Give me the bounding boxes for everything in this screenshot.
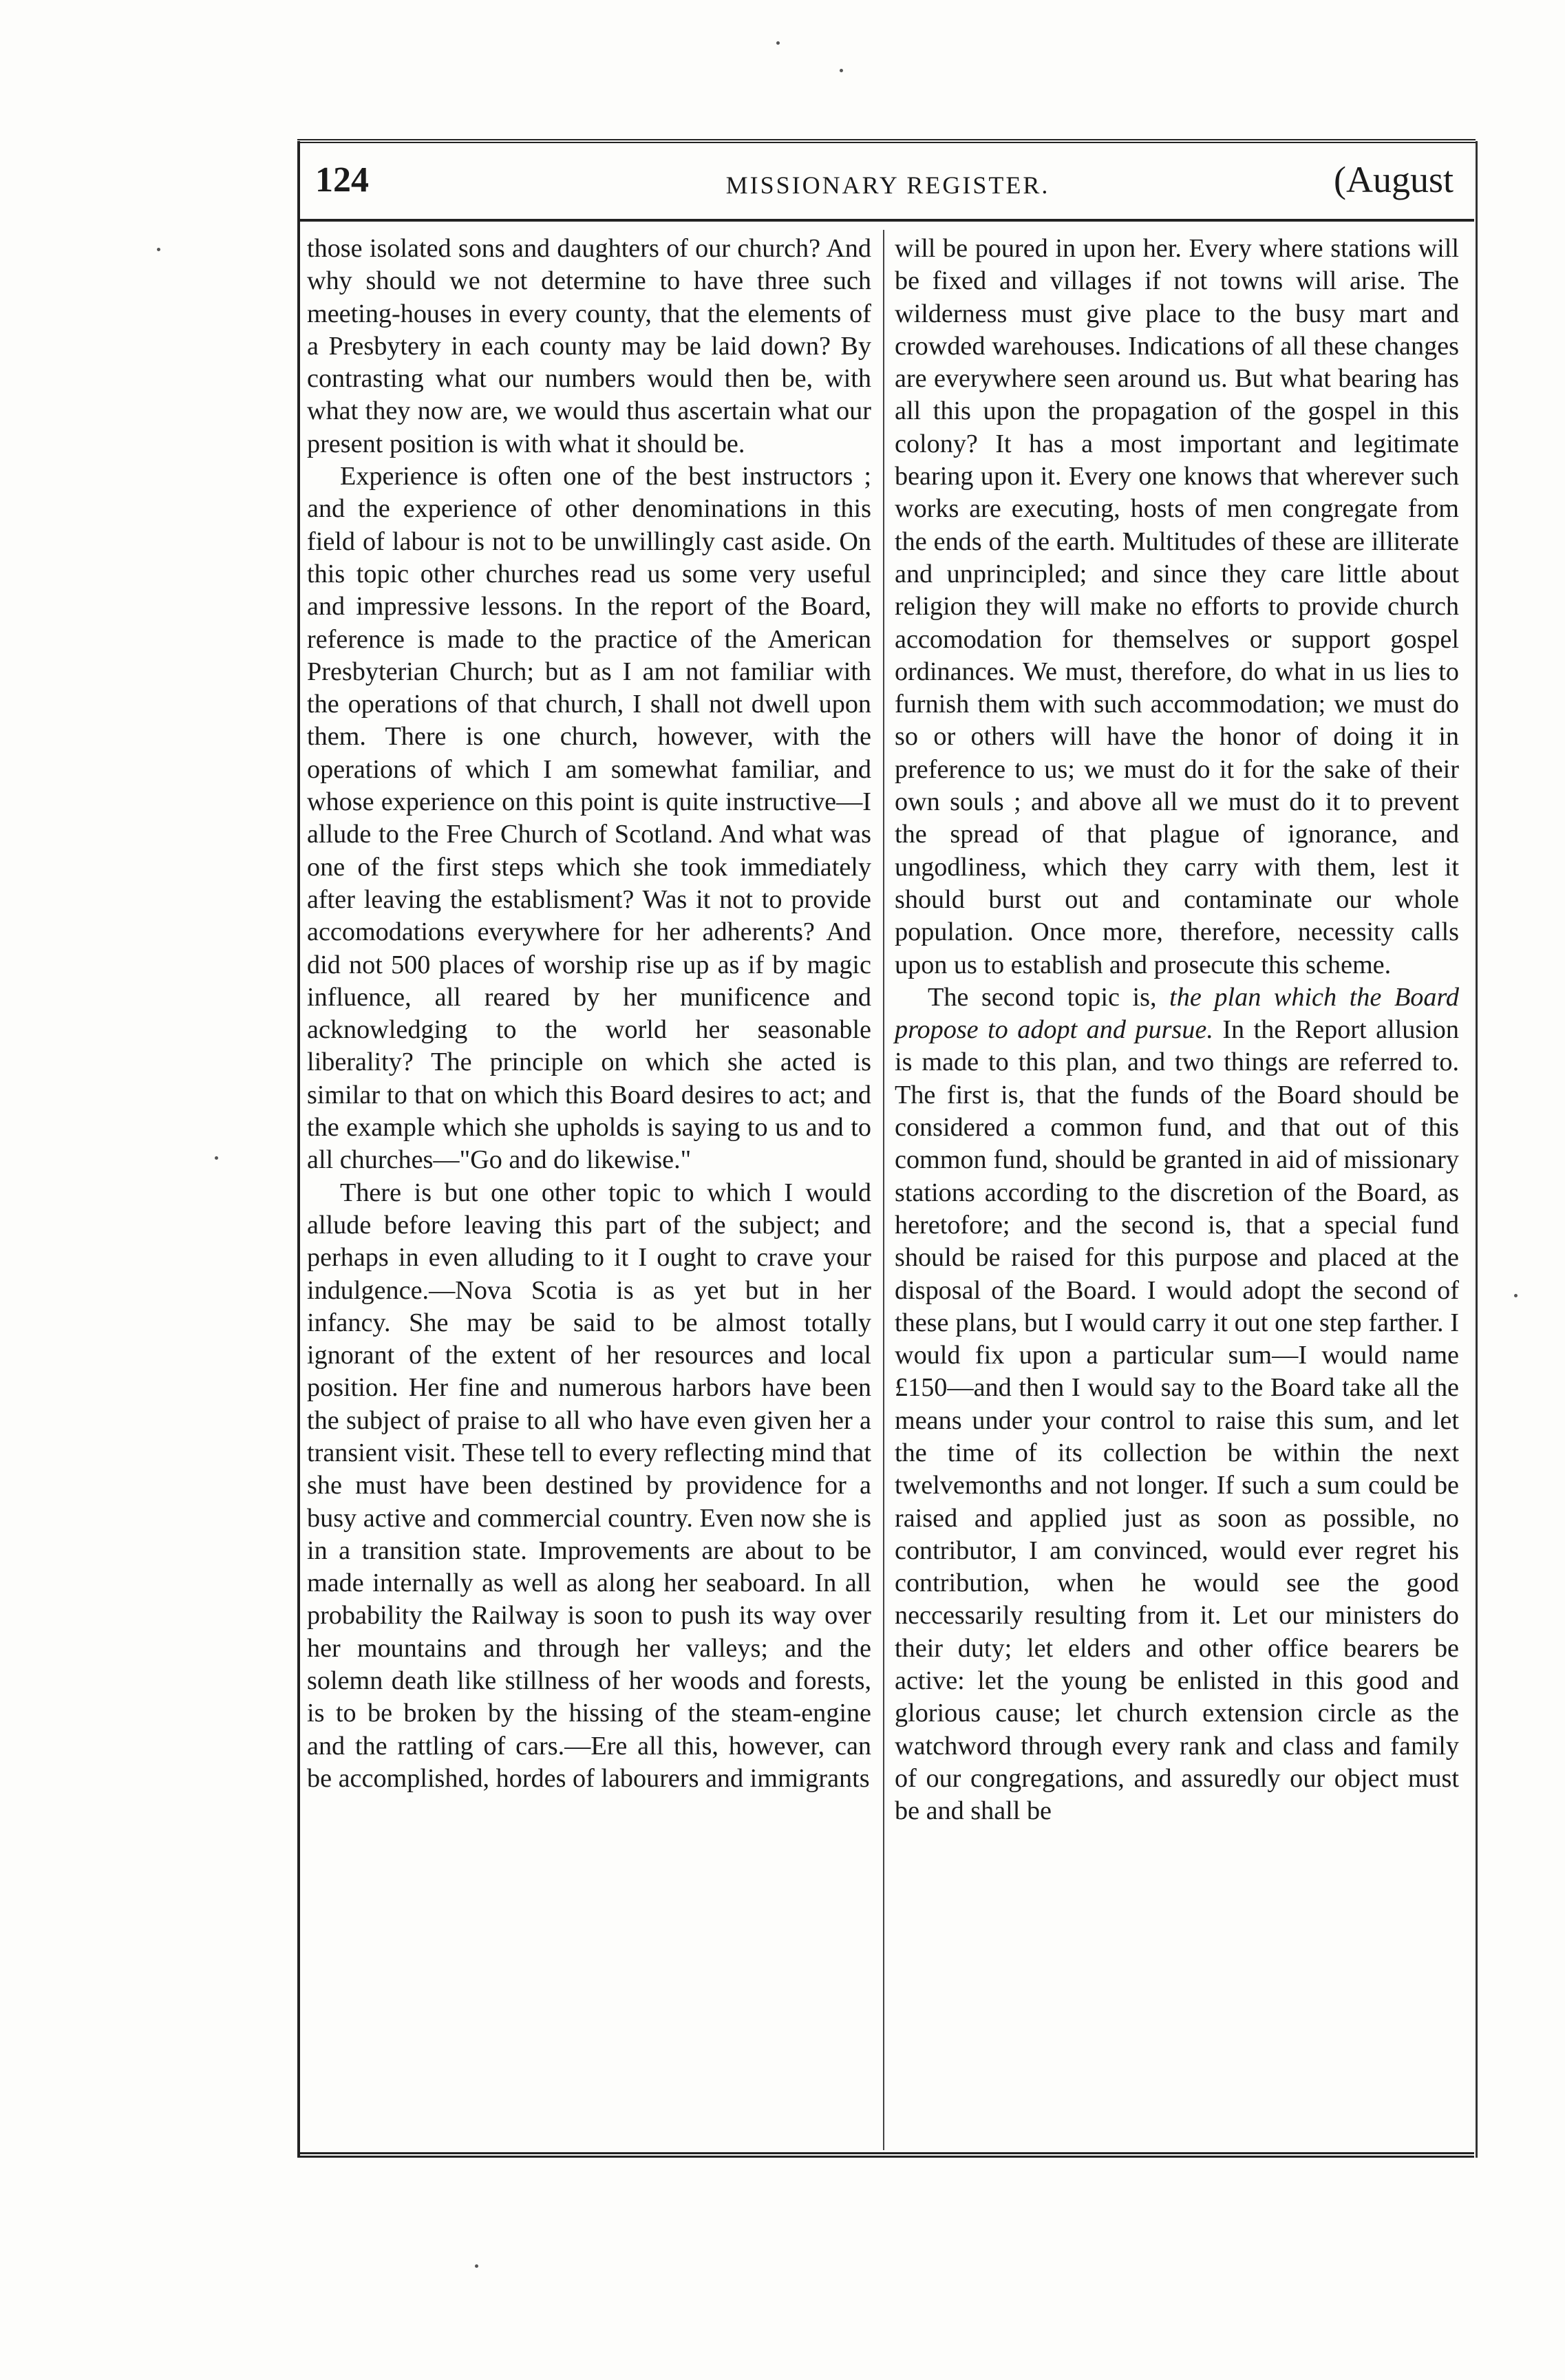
left-paragraph-3: There is but one other topic to which I would allude before leaving this part of the subject; and perhaps in even alluding to it I ought to crave your indulgence.—Nova Scotia is as yet but in her infancy. She may be said to be almost totally ignorant of the extent of her resources and local position. Her fine and numerous harbors have been the subject of praise to all who have even given her a transient visit. These tell to every reflecting mind that she must have been destined by providence for a busy active and commercial country. Even now she is in a transition state. Improvements are about to be made internally as well as along her seaboard. In all probability the Railway is soon to push its way over her mountains and through her valleys; and the solemn death like stillness of her woods and forests, is to be broken by the hissing of the steam-engine and the rattling of cars.—Ere all this, however, can be accomplished, hordes of labourers and immigrants [307,1178,871,1793]
header-rule [300,219,1474,222]
left-paragraph-1: those isolated sons and daughters of our church? And why should we not determine to have three such meeting-houses in every county, that the elements of a Presbytery in each county may be laid down? By contrasting what our numbers would then be, with what they now are, we would thus ascertain what our present position is with what it should be. [307,234,871,458]
right-paragraph-1: will be poured in upon her. Every where stations will be fixed and villages if not towns will arise. The wilderness must give place to the busy mart and crowded warehouses. Indications of all these changes are everywhere seen around us. But what bearing has all this upon the propagation of the gospel in this colony? It has a most important and legitimate bearing upon it. Every one knows that wherever such works are executing, hosts of men congregate from the ends of the earth. Multitudes of these are illiterate and unprincipled; and since they care little about religion they will make no efforts to provide church accomodation for themselves or support gospel ordinances. We must, therefore, do what in us lies to furnish them with such accommodation; we must do so or others will have the honor of doing it in preference to us; we must do it for the sake of their own souls ; and above all we must do it to prevent the spread of that plague of ignorance, and ungodliness, which they carry with them, lest it should burst out and contaminate our whole population. Once more, therefore, necessity calls upon us to establish and prosecute this scheme. [895,234,1459,979]
scan-speck [475,2264,478,2268]
page-header [303,157,1473,212]
scan-speck [1514,1294,1518,1297]
left-column [307,233,871,1795]
left-paragraph-2: Experience is often one of the best instructors ; and the experience of other denominations in this field of labour is not to be unwillingly cast aside. On this topic other churches read us some very useful and impressive lessons. In the report of the Board, reference is made to the practice of the American Presbyterian Church; but as I am not familiar with the operations of that church, I shall not dwell upon them. There is one church, however, with the operations of which I am somewhat familiar, and whose experience on this point is quite instructive—I allude to the Free Church of Scotland. And what was one of the first steps which she took immediately after leaving the establisment? Was it not to provide accomodations everywhere for her adherents? And did not 500 places of worship rise up as if by magic influence, all reared by her munificence and acknowledging to the world her seasonable liberality? The principle on which she acted is similar to that on which this Board desires to act; and the example which she upholds is saying to us and to all churches—"Go and do likewise." [307,462,871,1175]
running-head: MISSIONARY REGISTER. [725,171,1050,199]
scan-speck [215,1156,218,1160]
right-paragraph-2 [895,981,1459,1828]
right-column [895,233,1459,1828]
right-paragraph-2-lead: The second topic is, [928,982,1170,1012]
issue-month: (August [1334,159,1454,200]
scan-speck [840,69,843,72]
page-number: 124 [315,160,369,200]
scan-speck [157,248,160,251]
column-divider [883,230,884,2150]
scan-speck [776,41,780,45]
bottom-border-rule [300,2152,1474,2158]
right-paragraph-2-rest: In the Report allusion is made to this plan, and two things are referred to. The first is, that the funds of the Board should be considered a common fund, and that out of this common fund, should be granted in aid of missionary stations according to the discretion of the Board, as heretofore; and the second is, that a special fund should be raised for this purpose and placed at the disposal of the Board. I would adopt the second of these plans, but I would carry it out one step farther. I would fix upon a particular sum—I would name £150—and then I would say to the Board take all the means under your control to raise this sum, and let the time of its collection be within the next twelvemonths and not longer. If such a sum could be raised and applied just as soon as possible, no contributor, I am convinced, would ever regret his contribution, when he would see the good neccessarily resulting from it. Let our ministers do their duty; let elders and other office bearers be active: let the young be enlisted in this good and glorious cause; let church extension circle as the watchword through every rank and class and family of our congregations, and assuredly our object must be and shall be [895,1015,1459,1826]
right-paragraph-2-italic: the plan which the Board propose to adopt and pursue. [895,982,1459,1045]
